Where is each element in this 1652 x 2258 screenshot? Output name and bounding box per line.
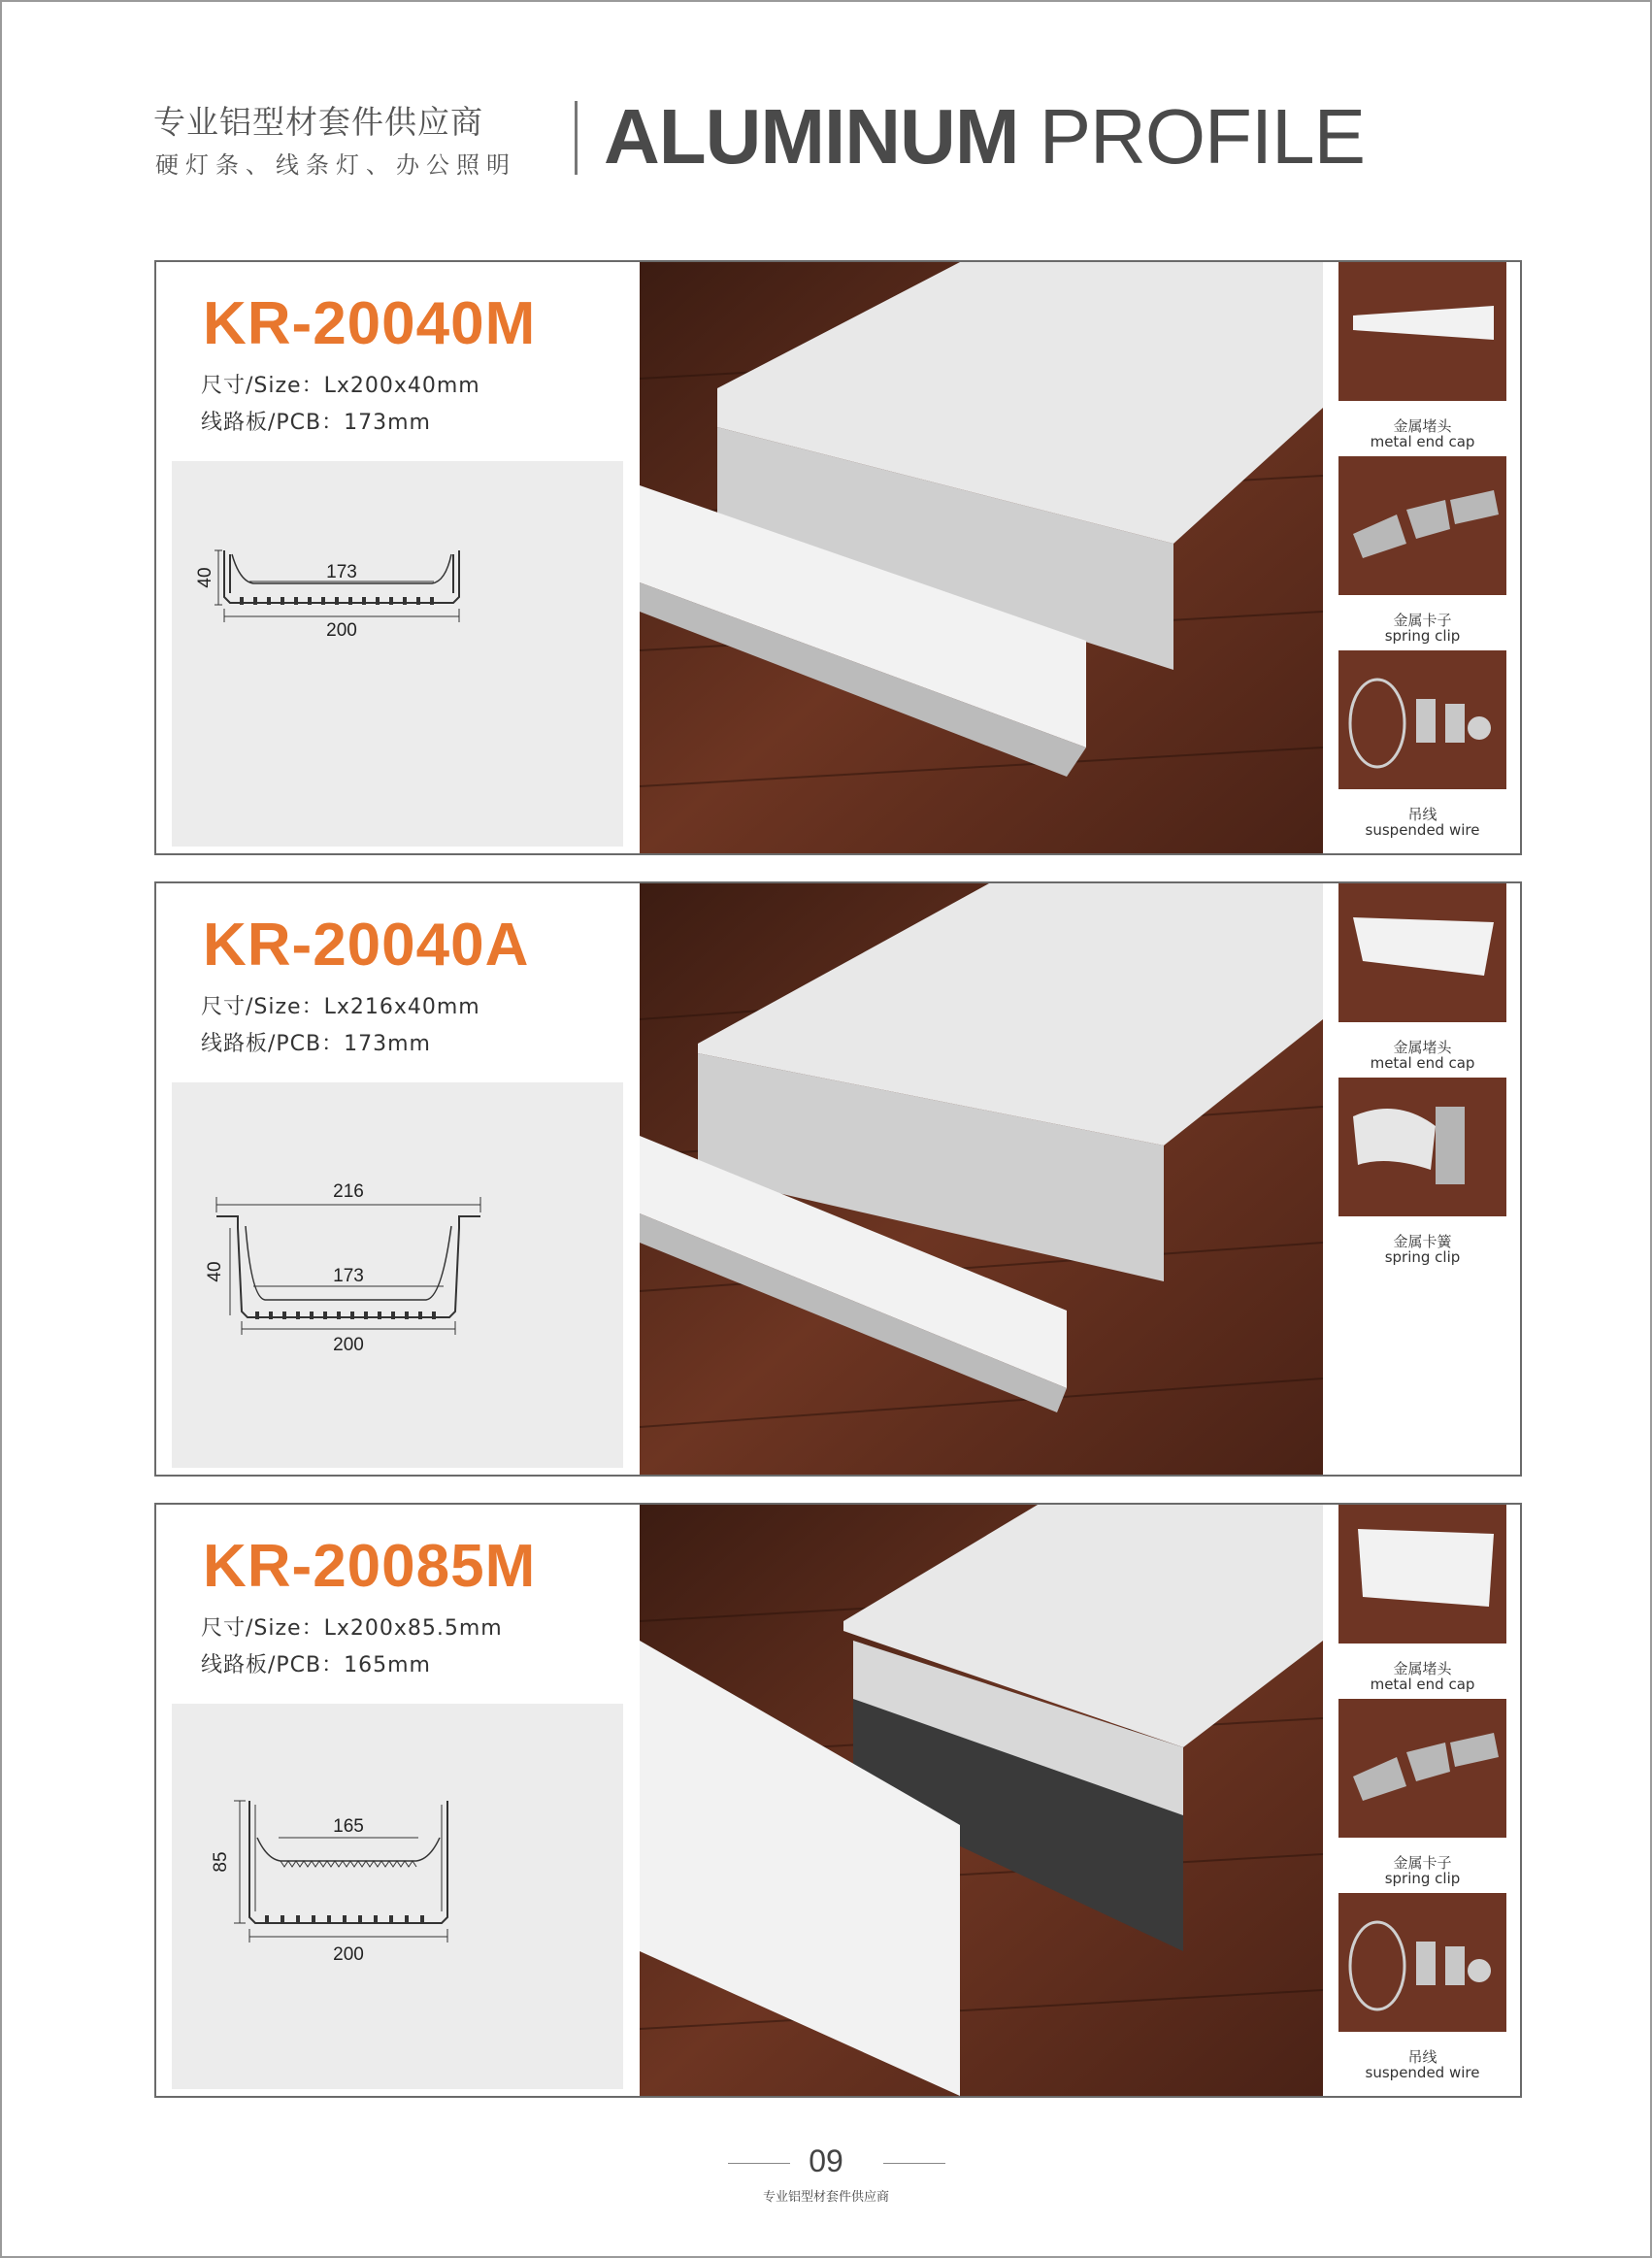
product-panel-2 xyxy=(154,881,1522,1477)
header-title-bold: ALUMINUM xyxy=(604,93,1019,180)
product-photo xyxy=(640,883,1323,1475)
accessory-label-en: metal end cap xyxy=(1370,433,1475,450)
footer-rule-left xyxy=(728,2163,790,2164)
accessory-column xyxy=(1338,262,1506,853)
product-size: 尺寸/Size：Lx200x40mm xyxy=(201,374,480,398)
header-divider xyxy=(575,101,578,175)
header-subtitle: 硬灯条、线条灯、办公照明 xyxy=(155,151,516,179)
profile-drawing xyxy=(172,1082,623,1468)
footer-rule-right xyxy=(883,2163,945,2164)
spring-clip-photo xyxy=(1338,1699,1506,1838)
product-pcb: 线路板/PCB：165mm xyxy=(201,1653,431,1677)
product-pcb: 线路板/PCB：173mm xyxy=(201,411,431,435)
product-size: 尺寸/Size：Lx216x40mm xyxy=(201,995,480,1019)
dim-height: 40 xyxy=(195,567,215,588)
dim-height: 40 xyxy=(205,1261,225,1282)
product-size: 尺寸/Size：Lx200x85.5mm xyxy=(201,1616,503,1641)
dim-width: 200 xyxy=(333,1335,364,1355)
product-code: KR-20040A xyxy=(203,912,530,979)
accessory-label-en: metal end cap xyxy=(1370,1054,1475,1072)
header-title-light: PROFILE xyxy=(1018,93,1365,180)
accessory-label-cn: 吊线 xyxy=(1407,2048,1437,2066)
dim-inner: 165 xyxy=(333,1816,364,1837)
accessory-label-cn: 金属堵头 xyxy=(1393,417,1452,435)
dim-inner: 173 xyxy=(326,562,357,582)
accessory-label-en: suspended wire xyxy=(1365,2064,1480,2081)
accessory-label-cn: 金属卡子 xyxy=(1393,612,1452,629)
product-pcb: 线路板/PCB：173mm xyxy=(201,1032,431,1056)
accessory-column xyxy=(1338,1505,1506,2096)
suspended-wire-photo xyxy=(1338,650,1506,789)
accessory-column xyxy=(1338,883,1506,1475)
dim-inner: 173 xyxy=(333,1266,364,1286)
accessory-label-cn: 金属卡子 xyxy=(1393,1854,1452,1872)
end-cap-photo xyxy=(1338,883,1506,1022)
header-title xyxy=(604,93,1365,181)
header-tagline: 专业铝型材套件供应商 xyxy=(153,103,483,141)
accessory-label-en: spring clip xyxy=(1384,1870,1461,1887)
product-photo xyxy=(640,262,1323,853)
spring-clip-photo xyxy=(1338,1078,1506,1216)
dim-top: 216 xyxy=(333,1181,364,1202)
dim-height: 85 xyxy=(211,1851,231,1873)
end-cap-photo xyxy=(1338,1505,1506,1644)
spring-clip-photo xyxy=(1338,456,1506,595)
dim-width: 200 xyxy=(333,1944,364,1965)
accessory-label-cn: 金属堵头 xyxy=(1393,1039,1452,1056)
page-number: 09 xyxy=(809,2143,843,2178)
accessory-label-en: spring clip xyxy=(1384,1248,1461,1266)
accessory-label-en: metal end cap xyxy=(1370,1676,1475,1693)
suspended-wire-photo xyxy=(1338,1893,1506,2032)
product-photo xyxy=(640,1505,1323,2096)
accessory-label-cn: 吊线 xyxy=(1407,806,1437,823)
end-cap-photo xyxy=(1338,262,1506,401)
product-panel-1 xyxy=(154,260,1522,855)
product-code: KR-20085M xyxy=(203,1533,537,1600)
dim-width: 200 xyxy=(326,620,357,641)
product-code: KR-20040M xyxy=(203,290,537,357)
profile-drawing xyxy=(172,461,623,847)
profile-drawing xyxy=(172,1704,623,2089)
accessory-label-cn: 金属卡簧 xyxy=(1393,1233,1452,1250)
footer-caption: 专业铝型材套件供应商 xyxy=(762,2190,889,2205)
product-panel-3 xyxy=(154,1503,1522,2098)
accessory-label-en: suspended wire xyxy=(1365,821,1480,839)
accessory-label-en: spring clip xyxy=(1384,627,1461,645)
accessory-label-cn: 金属堵头 xyxy=(1393,1660,1452,1677)
